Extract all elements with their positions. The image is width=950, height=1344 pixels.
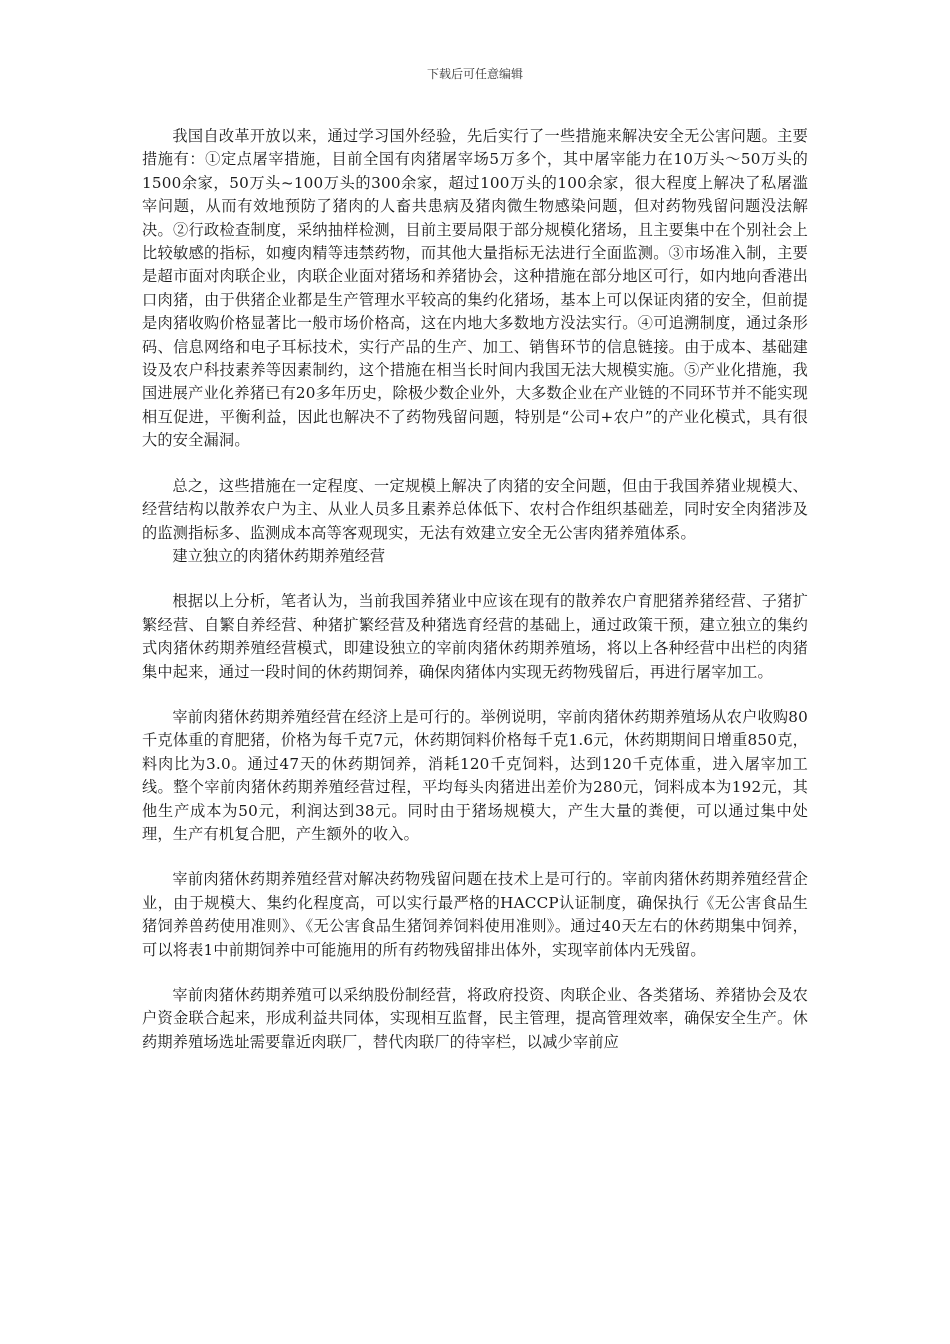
section-heading: 建立独立的肉猪休药期养殖经营	[172, 546, 386, 565]
paragraph-management: 宰前肉猪休药期养殖可以采纳股份制经营，将政府投资、肉联企业、各类猪场、养猪协会及农户资金联合起来，形成利益共同体，实现相互监督，民主管理，提高管理效率，确保安全生产。休药期养殖场选址需要靠近肉联厂，替代肉联厂的待宰栏，以减少宰前应	[142, 986, 808, 1051]
paragraph-measures: 我国自改革开放以来，通过学习国外经验，先后实行了一些措施来解决安全无公害问题。主要措施有：①定点屠宰措施，目前全国有肉猪屠宰场5万多个，其中屠宰能力在10万头～50万头的1500余家，50万头~100万头的300余家，超过100万头的100余家，很大程度上解决了私屠滥宰问题，从而有效地预防了猪肉的人畜共患病及猪肉微生物感染问题，但对药物残留问题没法解决。②行政检查制度，采纳抽样检测，目前主要局限于部分规模化猪场，且主要集中在个别社会上比较敏感的指标，如瘦肉精等违禁药物，而其他大量指标无法进行全面监测。③市场准入制，主要是超市面对肉联企业，肉联企业面对猪场和养猪协会，这种措施在部分地区可行，如内地向香港出口肉猪，由于供猪企业都是生产管理水平较高的集约化猪场，基本上可以保证肉猪的安全，但前提是肉猪收购价格显著比一般市场价格高，这在内地大多数地方没法实行。④可追溯制度，通过条形码、信息网络和电子耳标技术，实行产品的生产、加工、销售环节的信息链接。由于成本、基础建设及农户科技素养等因素制约，这个措施在相当长时间内我国无法大规模实施。⑤产业化措施，我国进展产业化养猪已有20多年历史，除极少数企业外，大多数企业在产业链的不同环节并不能实现相互促进，平衡利益，因此也解决不了药物残留问题，特别是“公司+农户”的产业化模式，具有很大的安全漏洞。	[142, 127, 809, 450]
page-header-note: 下载后可任意编辑	[426, 67, 523, 81]
paragraph-economics: 宰前肉猪休药期养殖经营在经济上是可行的。举例说明，宰前肉猪休药期养殖场从农户收购80千克体重的育肥猪，价格为每千克7元，休药期饲料价格每千克1.6元，休药期期间日增重850克，料肉比为3.0。通过47天的休药期饲养，消耗120千克饲料，达到120千克体重，进入屠宰加工线。整个宰前肉猪休药期养殖经营过程，平均每头肉猪进出差价为280元，饲料成本为192元，其他生产成本为50元，利润达到38元。同时由于猪场规模大，产生大量的粪便，可以通过集中处理，生产有机复合肥，产生额外的收入。	[142, 707, 808, 843]
paragraph-summary: 总之，这些措施在一定程度、一定规模上解决了肉猪的安全问题，但由于我国养猪业规模大、经营结构以散养农户为主、从业人员多且素养总体低下、农村合作组织基础差，同时安全肉猪涉及的监测指标多、监测成本高等客观现实，无法有效建立安全无公害肉猪养殖体系。	[142, 476, 808, 542]
paragraph-analysis: 根据以上分析，笔者认为，当前我国养猪业中应该在现有的散养农户育肥猪养猪经营、子猪扩繁经营、自繁自养经营、种猪扩繁经营及种猪选育经营的基础上，通过政策干预，建立独立的集约式肉猪休药期养殖经营模式，即建设独立的宰前肉猪休药期养殖场，将以上各种经营中出栏的肉猪集中起来，通过一段时间的休药期饲养，确保肉猪体内实现无药物残留后，再进行屠宰加工。	[142, 592, 808, 681]
document-body	[142, 125, 808, 1054]
paragraph-technical: 宰前肉猪休药期养殖经营对解决药物残留问题在技术上是可行的。宰前肉猪休药期养殖经营企业，由于规模大、集约化程度高，可以实行最严格的HACCP认证制度，确保执行《无公害食品生猪饲养兽药使用准则》、《无公害食品生猪饲养饲料使用准则》。通过40天左右的休药期集中饲养，可以将表1中前期饲养中可能施用的所有药物残留排出体外，实现宰前体内无残留。	[142, 870, 808, 959]
